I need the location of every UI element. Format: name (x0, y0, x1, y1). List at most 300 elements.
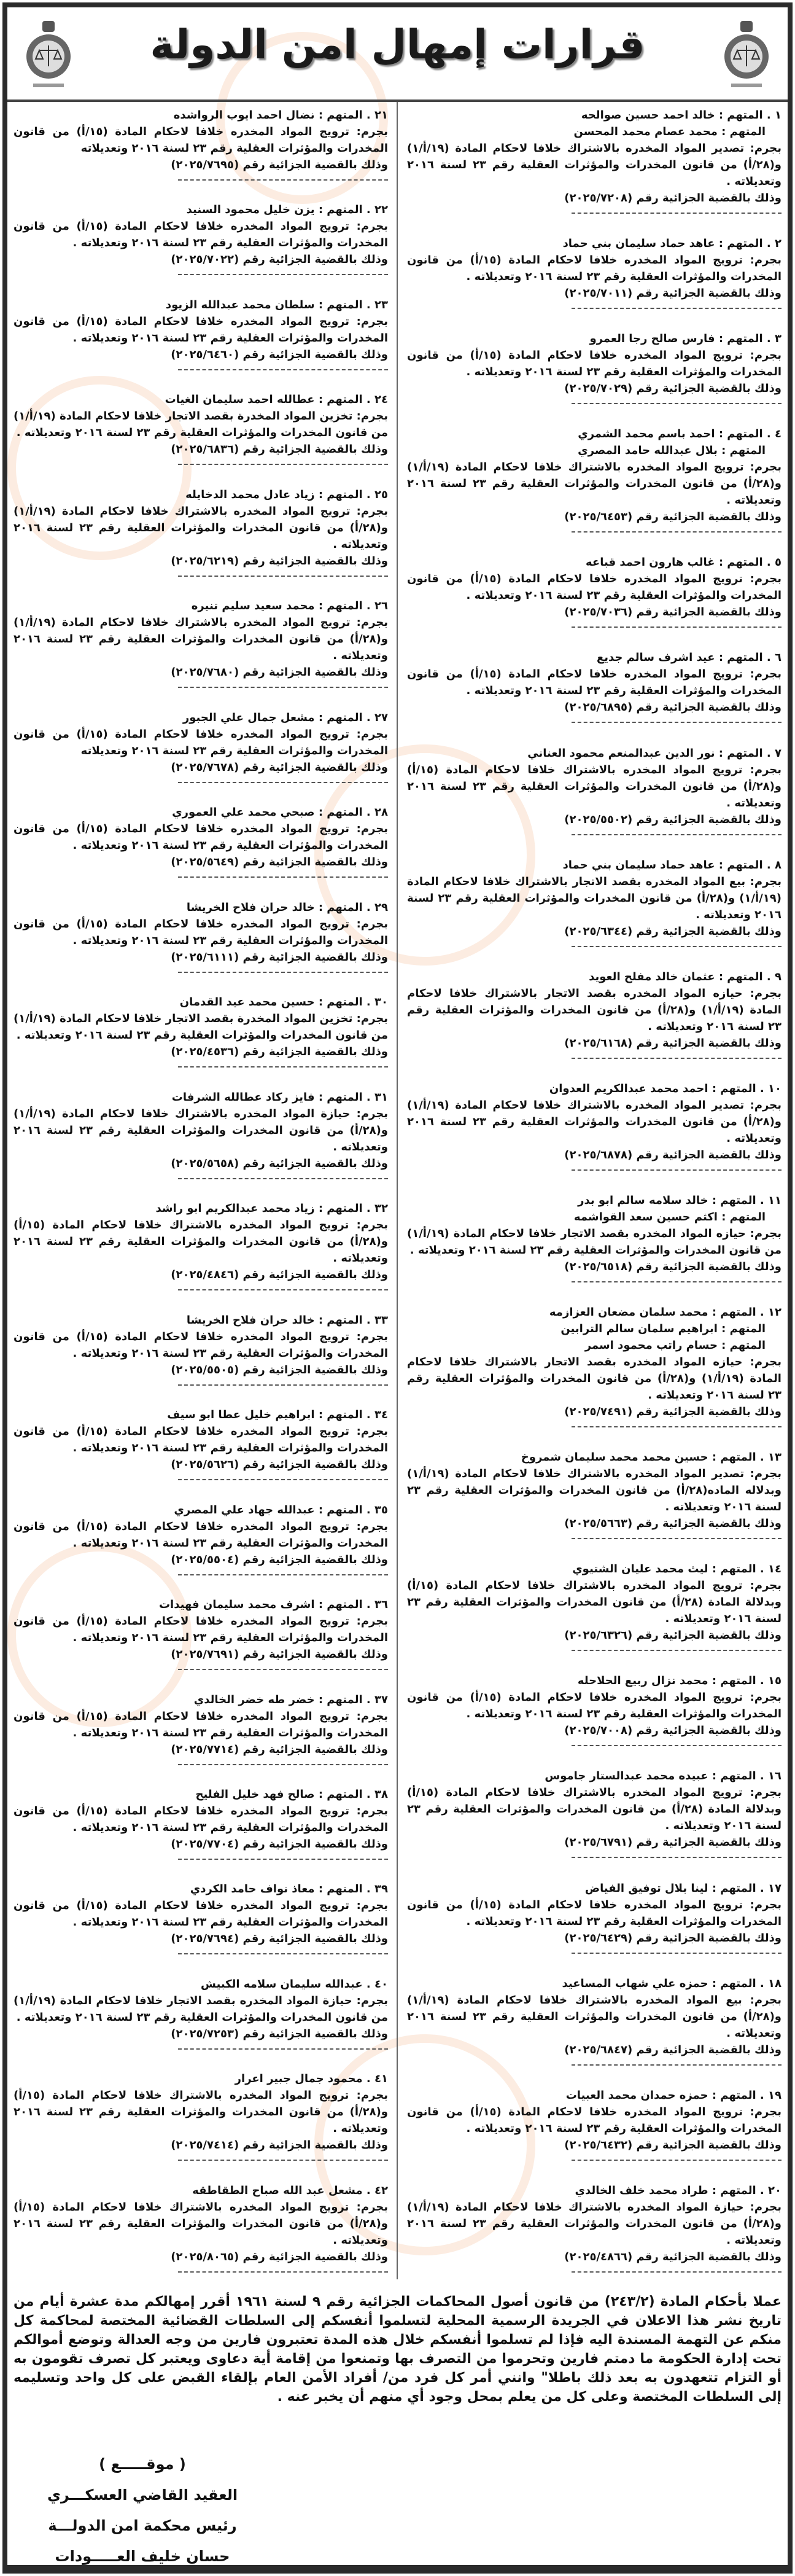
case-line (407, 380, 781, 397)
accused-name: المتهم : احمد باسم محمد الشمري (578, 427, 763, 441)
dashed-separator (572, 1953, 781, 1954)
accused-entry (407, 969, 781, 1061)
case-number: (٢٠٢٥/٧٧٠٤) (171, 1837, 239, 1851)
charge-text: بجرم: ترويج المواد المخدره خلافا لاحكام المادة (١٥/أ) من قانون المخدرات والمؤثرات العقلية رقم ٢٣ لسنة ٢٠١٦ وتعديلاته (14, 727, 388, 757)
case-number: (٢٠٢٥/٦٤٢٩) (564, 1931, 633, 1945)
accused-name: المتهم : لينا بلال توفيق الفياض (584, 1881, 756, 1895)
case-line (407, 1722, 781, 1739)
case-label: وذلك بالقضية الجزائية رقم (636, 382, 781, 396)
accused-entry (14, 1502, 388, 1578)
case-number: (٢٠٢٥/٥٦٥٨) (171, 1157, 239, 1170)
entry-number: ٣ . (763, 332, 781, 345)
accused-line (14, 2071, 388, 2087)
accused-entry (407, 649, 781, 725)
charge-text: بجرم: تصدير المواد المخدره بالاشتراك خلافا لاحكام المادة (١٩/أ/١) وبدلاله الماده(٢٨/أ) من قانون المخدرات والمؤثرات العقلية رقم ٢٣ لسنة ٢٠١٦ وتعديلاته . (407, 1467, 781, 1514)
case-line (407, 285, 781, 302)
case-number: (٢٠٢٥/٨٠٦٥) (171, 2250, 239, 2263)
case-number: (٢٠٢٥/٦٣٤٤) (564, 924, 633, 938)
accused-line (14, 1881, 388, 1897)
charge-text: بجرم: ترويج المواد المخدره خلافا لاحكام المادة (١٥/أ) من قانون المخدرات والمؤثرات العقلية رقم ٢٣ لسنة ٢٠١٦ وتعديلاته . (407, 254, 781, 284)
case-number: (٢٠٢٥/٦٤٦٠) (171, 348, 239, 361)
accused-name: المتهم : بلال عبدالله حامد المصري (578, 444, 766, 458)
accused-line (14, 1786, 388, 1803)
case-label: وذلك بالقضية الجزائية رقم (242, 1268, 388, 1282)
accused-name: المتهم : محمد سعيد سليم تنيره (191, 599, 363, 613)
case-label: وذلك بالقضية الجزائية رقم (242, 443, 388, 456)
dashed-separator (178, 1479, 388, 1480)
charge-text: بجرم: ترويج المواد المخدره خلافا لاحكام المادة (١٥/أ) من قانون المخدرات والمؤثرات العقلية رقم ٢٣ لسنة ٢٠١٦ وتعديلاته . (407, 1898, 781, 1928)
accused-name: المتهم : عاهد حماد سليمان بني حماد (562, 858, 763, 872)
case-line (407, 1147, 781, 1163)
case-line (407, 1403, 781, 1420)
accused-entry (407, 1768, 781, 1860)
case-label: وذلك بالقضية الجزائية رقم (636, 701, 781, 714)
dashed-separator (178, 782, 388, 783)
dashed-separator (178, 576, 388, 577)
entry-number: ١٠ . (756, 1082, 781, 1095)
entry-number: ٢٨ . (363, 806, 388, 819)
case-number: (٢٠٢٥/٧٤٩١) (564, 1405, 633, 1419)
dashed-separator (178, 1669, 388, 1670)
accused-name: المتهم : صالح فهد خليل الفليح (195, 1787, 363, 1801)
dashed-separator (572, 213, 781, 214)
charge-text: بجرم: ترويج المواد المخدره خلافا لاحكام المادة (١٥/أ) من قانون المخدرات والمؤثرات العقلية رقم ٢٣ لسنة ٢٠١٦ وتعديلاته . (14, 1899, 388, 1929)
accused-entry (14, 1692, 388, 1768)
case-number: (٢٠٢٥/٧٦٩١) (171, 1648, 239, 1661)
accused-line (14, 1692, 388, 1708)
case-label: وذلك بالقضية الجزائية رقم (242, 1157, 388, 1170)
dashed-separator (572, 946, 781, 947)
case-label: وذلك بالقضية الجزائية رقم (242, 1743, 388, 1756)
entry-number: ٣٤ . (363, 1408, 388, 1421)
case-label: وذلك بالقضية الجزائية رقم (242, 856, 388, 869)
charge-text: بجرم: تخزين المواد المخدرة بقصد الاتجار خلافا لاحكام المادة (١٩/أ/١) من قانون المخدرات والمؤثرات العقلية رقم ٢٣ لسنة ٢٠١٦ وتعديلاته . (14, 410, 388, 440)
accused-line (14, 1200, 388, 1217)
accused-entry (14, 2071, 388, 2163)
accused-name: محمود جمال جبير اعرار (235, 2072, 363, 2086)
case-label: وذلك بالقضية الجزائية رقم (636, 1405, 781, 1419)
case-line (14, 759, 388, 776)
column-divider (397, 102, 398, 2279)
dashed-separator (178, 1384, 388, 1386)
case-line (407, 1035, 781, 1052)
accused-line (14, 1312, 388, 1329)
entry-number: ٢١ . (363, 109, 388, 122)
accused-name: المتهم : محمد نزال ربيع الحلاحله (577, 1674, 756, 1688)
entry-number: ٢٣ . (363, 299, 388, 311)
accused-name: المتهم : طراد محمد خلف الخالدي (575, 2184, 756, 2197)
accused-line (407, 1192, 781, 1209)
accused-entry (14, 1881, 388, 1957)
accused-line (407, 554, 781, 571)
accused-entry (407, 2087, 781, 2163)
case-label: وذلك بالقضية الجزائية رقم (636, 1148, 781, 1161)
case-number: (٢٠٢٥/٧٠١١) (564, 287, 633, 300)
dashed-separator (178, 2048, 388, 2050)
entry-number: ١ . (763, 109, 781, 122)
entry-number: ٢ . (763, 237, 781, 250)
accused-line (407, 1321, 781, 1337)
accused-entry (407, 107, 781, 216)
case-label: وذلك بالقضية الجزائية رقم (636, 287, 781, 300)
accused-name: المتهم : عطالله احمد سليمان الغيات (165, 393, 363, 407)
case-label: وذلك بالقضية الجزائية رقم (636, 192, 781, 205)
accused-line (407, 107, 781, 123)
accused-name: المتهم : محمد سلمان مضعان العزازمه (549, 1306, 756, 1319)
charge-text: بجرم: ترويج المواد المخدره خلافا لاحكام المادة (١٥/أ) من قانون المخدرات والمؤثرات العقلية رقم ٢٣ لسنة ٢٠١٦ وتعديلاته . (14, 1615, 388, 1645)
entry-number: ٧ . (763, 747, 781, 760)
accused-line (14, 1976, 388, 1992)
charge-text: بجرم: ترويج المواد المخدره خلافا لاحكام المادة (١٥/أ) من قانون المخدرات والمؤثرات العقلية رقم ٢٣ لسنة ٢٠١٦ وتعديلاته . (14, 1330, 388, 1360)
case-label: وذلك بالقضية الجزائية رقم (636, 1260, 781, 1273)
case-line (407, 2042, 781, 2058)
accused-line (14, 107, 388, 123)
charge-text: بجرم: حيازه المواد المخدره بقصد الاتجار خلافا لاحكام المادة (١٩/أ/١) من قانون المخدرات والمؤثرات العقلية رقم ٢٣ لسنة ٢٠١٦ وتعديلاته . (407, 1227, 781, 1257)
case-number: (٢٠٢٥/٦٧٩١) (564, 1836, 633, 1849)
case-number: (٢٠٢٥/٦٨٧٨) (564, 1148, 633, 1161)
charge-text: بجرم: حيازة المواد المخدره بالاشتراك خلافا لاحكام المادة (١٩/أ/١) و(٢٨/أ) من قانون المخدرات والمؤثرات العقلية رقم ٢٣ لسنة ٢٠١٦ وتعديلاته . (407, 2200, 781, 2247)
case-number: (٢٠٢٥/٥٦٢٦) (171, 1458, 239, 1472)
entry-number: ٣٧ . (363, 1693, 388, 1706)
case-number: (٢٠٢٥/٤٨٤٦) (171, 1268, 239, 1282)
case-number: (٢٠٢٥/٧٦٧٨) (171, 760, 239, 774)
case-label: وذلك بالقضية الجزائية رقم (636, 1629, 781, 1642)
accused-name: المتهم : خضر طه خضر الخالدي (193, 1693, 363, 1706)
case-label: وذلك بالقضية الجزائية رقم (242, 2139, 388, 2152)
dashed-separator (572, 2271, 781, 2273)
accused-entry (14, 804, 388, 880)
accused-line (14, 1407, 388, 1423)
case-line (407, 2137, 781, 2153)
accused-entry (407, 857, 781, 950)
case-line (14, 346, 388, 363)
accused-name: المتهم : حمزه حمدان محمد العبيات (565, 2088, 756, 2102)
accused-name: عبدالله سليمان سلامه الكبيش (201, 1977, 363, 1991)
accused-entry (14, 994, 388, 1070)
case-line (14, 251, 388, 268)
dashed-separator (178, 369, 388, 370)
case-number: (٢٠٢٥/٧٧١٤) (171, 1743, 239, 1756)
accused-line (407, 1672, 781, 1689)
charge-text: بجرم: ترويج المواد المخدره خلافا لاحكام المادة (١٥/أ) من قانون المخدرات والمؤثرات العقلية رقم ٢٣ لسنة ٢٠١٦ وتعديلاته . (14, 314, 388, 345)
dashed-separator (178, 2160, 388, 2161)
case-line (14, 1551, 388, 1568)
accused-entry (14, 1596, 388, 1672)
accused-line (407, 1080, 781, 1097)
case-label: وذلك بالقضية الجزائية رقم (636, 1724, 781, 1738)
charge-text: بجرم: حيازة المواد المخدره بقصد الاتجار خلافا لاحكام المادة (١٩/أ/١) من قانون المخدرات والمؤثرات العقلية رقم ٢٣ لسنة ٢٠١٦ وتعديلاته . (14, 1994, 388, 2024)
charge-text: بجرم: حيازة المواد المخدره بالاشتراك خلافا لاحكام المادة (١٩/أ/١) و(٢٨/أ) من قانون المخدرات والمؤثرات العقلية رقم ٢٣ لسنة ٢٠١٦ وتعديلاته . (14, 1107, 388, 1153)
case-line (407, 190, 781, 206)
entries-column-left (14, 107, 388, 2275)
signer-rank: العقيد القاضي العسكـــري (47, 2486, 238, 2504)
entry-number: ١٨ . (756, 1977, 781, 1990)
case-label: وذلك بالقضية الجزائية رقم (636, 2138, 781, 2152)
entry-number: ١٥ . (756, 1674, 781, 1687)
accused-name: المتهم : عيد اشرف سالم جديع (596, 651, 763, 665)
accused-line (14, 1089, 388, 1106)
accused-entry (407, 745, 781, 838)
entry-number: ٤ . (763, 427, 781, 440)
dashed-separator (178, 1289, 388, 1290)
case-label: وذلك بالقضية الجزائية رقم (242, 1553, 388, 1566)
accused-name: المتهم : خالد حران فلاح الخريشا (186, 1313, 363, 1327)
dashed-separator (572, 722, 781, 723)
accused-name: المتهم : خالد حران فلاح الخريشا (186, 900, 363, 914)
case-label: وذلك بالقضية الجزائية رقم (242, 1837, 388, 1851)
case-number: (٢٠٢٥/٦١٦٨) (564, 1036, 633, 1050)
accused-name: المتهم : زياد عادل محمد الدخايله (185, 488, 363, 501)
dashed-separator (572, 1857, 781, 1858)
accused-entry (407, 1880, 781, 1956)
case-number: (٢٠٢٥/٧٦٩٤) (171, 1932, 239, 1946)
charge-text: بجرم: ترويج المواد المخدره بالاشتراك خلافا لاحكام المادة (١٥/أ) و(٢٨/أ) من قانون المخدرات والمؤثرات العقلية رقم ٢٣ لسنة ٢٠١٦ وتعديلاته . (14, 2089, 388, 2136)
accused-entry (407, 1561, 781, 1653)
signed-mark: ( موقـــــع ) (99, 2456, 186, 2473)
case-line (14, 664, 388, 681)
charge-text: بجرم: حيازه المواد المخدره بقصد الاتجار بالاشتراك خلافا لاحكام المادة (١٩/أ/١) و(٢٨/أ) من قانون المخدرات والمؤثرات العقلية رقم ٢٣ لسنة ٢٠١٦ وتعديلاته . (407, 1356, 781, 1402)
accused-name: المتهم : زياد محمد عبدالكريم ابو راشد (155, 1202, 363, 1216)
accused-name: المتهم : يزن خليل محمود السنيد (186, 203, 363, 217)
charge-text: بجرم: بيع المواد المخدره بالاشتراك خلافا لاحكام المادة (١٩/أ/١) و(٢٨/أ) من قانون المخدرات والمؤثرات العقلية رقم ٢٣ لسنة ٢٠١٦ وتعديلاته . (407, 1993, 781, 2040)
entry-number: ٥ . (763, 556, 781, 569)
accused-entry (14, 1786, 388, 1862)
accused-line (407, 442, 781, 459)
accused-entry (14, 1407, 388, 1483)
dashed-separator (572, 1426, 781, 1427)
accused-name: المتهم : ليث محمد عليان الشتيوي (572, 1563, 756, 1576)
entry-number: ٣٩ . (363, 1883, 388, 1895)
case-label: وذلك بالقضية الجزائية رقم (242, 666, 388, 679)
accused-line (407, 1337, 781, 1354)
accused-entry (407, 1672, 781, 1749)
case-line (14, 1044, 388, 1060)
accused-line (14, 297, 388, 313)
accused-line (14, 201, 388, 218)
legal-notice: عملا بأحكام المادة (٢٤٣/٢) من قانون أصول المحاكمات الجزائية رقم ٩ لسنة ١٩٦١ أقرر إمهالكم مدة عشرة أيام من تاريخ نشر هذا الاعلان في الجريدة الرسمية المحلية لتسلموا أنفسكم إلى السلطات القضائية المختصة لمحاكمة كل منكم عن التهمة المسندة اليه فإذا لم تسلموا أنفسكم خلال هذه المدة تعتبرون فارين من وجه العدالة وتوضع أموالكم تحت إدارة الحكومة ما دمتم فارين وتحرموا من التصرف بها وتمنعوا من إقامة أية دعاوى ويعتبر كل تصرف تقومون به أو التزام تتعهدون به بعد ذلك باطلا" وانني أمر كل فرد من/ أفراد الأمن العام بإلقاء القبض على كل واحد وتسليمه إلى السلطات المختصة وعلى كل من يعلم بمحل وجود أي منهم أن يخبر عنه . (14, 2294, 781, 2405)
entry-number: ١٩ . (756, 2089, 781, 2102)
entry-number: ٣١ . (363, 1091, 388, 1104)
accused-name: المتهم : ابراهيم خليل عطا ابو سيف (167, 1408, 363, 1422)
case-line (407, 1515, 781, 1532)
case-label: وذلك بالقضية الجزائية رقم (242, 2027, 388, 2040)
charge-text: بجرم: ترويج المواد المخدره خلافا لاحكام المادة (١٥/أ) من قانون المخدرات والمؤثرات العقلية رقم ٢٣ لسنة ٢٠١٦ وتعديلاته . (407, 2105, 781, 2135)
accused-entry (14, 1976, 388, 2052)
accused-line (407, 1768, 781, 1784)
dashed-separator (572, 403, 781, 404)
accused-entry (14, 297, 388, 373)
case-label: وذلك بالقضية الجزائية رقم (636, 510, 781, 524)
case-number: (٢٠٢٥/٦١١١) (171, 950, 239, 964)
accused-line (14, 2182, 388, 2199)
accused-entry (407, 330, 781, 407)
charge-text: بجرم: ترويج المواد المخدره خلافا لاحكام المادة (١٥/أ) من قانون المخدرات والمؤثرات العقلية رقم ٢٣ لسنة ٢٠١٦ وتعديلاته . (407, 349, 781, 379)
case-label: وذلك بالقضية الجزائية رقم (242, 253, 388, 267)
case-number: (٢٠٢٥/٦٢١٩) (171, 554, 239, 568)
accused-name: المتهم : معاذ نواف حامد الكردي (190, 1883, 363, 1896)
accused-line (407, 745, 781, 762)
case-line (14, 1155, 388, 1172)
case-line (407, 923, 781, 940)
accused-name: المتهم : حسين محمد عيد القدمان (179, 996, 363, 1009)
entry-number: ٢٧ . (363, 711, 388, 724)
charge-text: بجرم: ترويج المواد المخدره خلافا لاحكام المادة (١٥/أ) من قانون المخدرات والمؤثرات العقلية رقم ٢٣ لسنة ٢٠١٦ وتعديلاته . (14, 220, 388, 250)
charge-text: بجرم: ترويج المواد المخدره خلافا لاحكام المادة (١٥/أ) من قانون المخدرات والمؤثرات العقلية رقم ٢٣ لسنة ٢٠١٦ وتعديلاته . (14, 1520, 388, 1550)
case-line (14, 1930, 388, 1947)
charge-text: بجرم: ترويج المواد المخدره خلافا لاحكام المادة (١٥/أ) من قانون المخدرات والمؤثرات العقلية رقم ٢٣ لسنة ٢٠١٦ وتعديلاته . (14, 822, 388, 853)
accused-line (407, 2087, 781, 2104)
case-number: (٢٠٢٥/٦٨٤٧) (564, 2043, 633, 2056)
charge-text: بجرم: ترويج المواد المخدره خلافا لاحكام المادة (١٥/أ) من قانون المخدرات والمؤثرات العقلية رقم ٢٣ لسنة ٢٠١٦ وتعديلاته . (14, 1425, 388, 1455)
signer-title: رئيس محكمة امن الدولـــة (48, 2517, 237, 2534)
accused-line (407, 1449, 781, 1466)
dashed-separator (572, 834, 781, 835)
accused-name: المتهم : محمد عصام محمد المحسن (573, 125, 766, 138)
case-label: وذلك بالقضية الجزائية رقم (636, 1517, 781, 1531)
entry-number: ٢٦ . (363, 599, 388, 612)
accused-entry (14, 201, 388, 278)
case-number: (٢٠٢٥/٧٢٠٨) (564, 192, 633, 205)
accused-name: المتهم : اكثم حسين سعد القواشمه (573, 1210, 766, 1224)
accused-line (407, 1880, 781, 1897)
case-label: وذلك بالقضية الجزائية رقم (242, 1648, 388, 1661)
charge-text: بجرم: ترويج المواد المخدره خلافا لاحكام المادة (١٥/أ) من قانون المخدرات والمؤثرات العقلية رقم ٢٣ لسنة ٢٠١٦ وتعديلاته (14, 125, 388, 155)
accused-line (407, 1209, 781, 1225)
charge-text: بجرم: ترويج المواد المخدره خلافا لاحكام المادة (١٥/أ) من قانون المخدرات والمؤثرات العقلية رقم ٢٣ لسنة ٢٠١٦ وتعديلاته . (407, 1691, 781, 1721)
case-number: (٢٠٢٥/٦٨٣٦) (171, 443, 239, 456)
accused-entry (407, 235, 781, 311)
case-number: (٢٠٢٥/٦٨٩٥) (564, 701, 633, 714)
entry-number: ٨ . (763, 859, 781, 872)
case-line (14, 1741, 388, 1758)
accused-name: المتهم : اشرف محمد سليمان فهيدات (158, 1598, 363, 1612)
accused-name: مشعل عبد الله صباح الطقاطقه (192, 2184, 363, 2197)
entry-number: ٢٩ . (363, 901, 388, 914)
charge-text: بجرم: بيع المواد المخدره بقصد الاتجار بالاشتراك خلافا لاحكام المادة (١٩/أ/١) و(٢٨/أ) من قانون المخدرات والمؤثرات العقلية رقم ٢٣ لسنة ٢٠١٦ وتعديلاته . (407, 875, 781, 921)
accused-name: المتهم : عاهد حماد سليمان بني حماد (562, 237, 763, 251)
accused-entry (407, 1449, 781, 1542)
charge-text: بجرم: ترويج المواد المخدره خلافا لاحكام المادة (١٥/أ) من قانون المخدرات والمؤثرات العقلية رقم ٢٣ لسنة ٢٠١٦ وتعديلاته . (14, 1709, 388, 1739)
entry-number: ٢٢ . (363, 203, 388, 216)
accused-name: المتهم : فايز ركاد عطالله الشرفات (171, 1090, 363, 1104)
accused-line (14, 994, 388, 1010)
accused-line (407, 330, 781, 347)
accused-line (407, 123, 781, 140)
case-line (14, 553, 388, 569)
dashed-separator (572, 1745, 781, 1746)
case-line (407, 1259, 781, 1275)
accused-line (14, 899, 388, 916)
dashed-separator (572, 1058, 781, 1059)
charge-text: بجرم: ترويج المواد المخدره خلافا لاحكام المادة (١٥/أ) من قانون المخدرات والمؤثرات العقلية رقم ٢٣ لسنة ٢٠١٦ وتعديلاته . (407, 668, 781, 698)
accused-line (14, 598, 388, 614)
case-number: (٢٠٢٥/٧٠٣٦) (564, 606, 633, 619)
accused-line (14, 486, 388, 503)
accused-line (407, 649, 781, 666)
case-line (14, 949, 388, 966)
accused-line (407, 1561, 781, 1577)
accused-entry (407, 1304, 781, 1430)
case-label: وذلك بالقضية الجزائية رقم (242, 554, 388, 568)
case-line (14, 854, 388, 870)
accused-entry (14, 1089, 388, 1182)
entry-number: ٢٤ . (363, 393, 388, 406)
case-label: وذلك بالقضية الجزائية رقم (636, 1836, 781, 1849)
charge-text: بجرم: ترويج المواد المخدره بالاشتراك خلافا لاحكام المادة (١٥/أ) وبدلالة المادة (٢٨/أ) من قانون المخدرات والمؤثرات العقلية رقم ٢٣ لسنة ٢٠١٦ وتعديلاته . (407, 1786, 781, 1833)
accused-entry (407, 426, 781, 535)
accused-name: المتهم : حمزه علي شهاب المساعيد (562, 1977, 756, 1990)
accused-line (407, 1975, 781, 1992)
accused-line (407, 857, 781, 873)
accused-line (407, 2182, 781, 2199)
case-line (407, 811, 781, 828)
accused-entry (407, 1192, 781, 1285)
accused-entry (14, 391, 388, 467)
case-label: وذلك بالقضية الجزائية رقم (242, 158, 388, 171)
case-label: وذلك بالقضية الجزائية رقم (242, 2250, 388, 2263)
case-number: (٢٠٢٥/٥٥٠٤) (171, 1553, 239, 1566)
case-label: وذلك بالقضية الجزائية رقم (242, 1045, 388, 1059)
case-line (407, 1627, 781, 1644)
accused-name: المتهم : سلطان محمد عبدالله الزيود (165, 298, 363, 311)
case-line (407, 699, 781, 716)
accused-entry (14, 709, 388, 786)
dashed-separator (178, 1178, 388, 1179)
entry-number: ٢٥ . (363, 488, 388, 501)
accused-name: المتهم : صبحي محمد علي العموري (172, 806, 363, 819)
case-line (14, 157, 388, 173)
case-line (407, 1930, 781, 1946)
page-header (7, 7, 788, 102)
accused-name: المتهم : نضال احمد ايوب الرواشده (173, 109, 363, 122)
entry-number: ١٤ . (756, 1563, 781, 1575)
charge-text: بجرم: تصدير المواد المخدره بالاشتراك خلافا لاحكام المادة (١٩/أ/١) و(٢٨/أ) من قانون المخدرات والمؤثرات العقلية رقم ٢٣ لسنة ٢٠١٦ وتعديلاته . (407, 142, 781, 188)
accused-entry (14, 598, 388, 690)
dashed-separator (178, 972, 388, 973)
accused-entry (407, 1080, 781, 1173)
case-label: وذلك بالقضية الجزائية رقم (242, 1363, 388, 1376)
entry-number: ١١ . (756, 1194, 781, 1207)
case-number: (٢٠٢٥/٤٨٦٦) (564, 2250, 633, 2263)
dashed-separator (572, 2160, 781, 2161)
accused-name: المتهم : عبدالله جهاد علي المصري (174, 1503, 363, 1516)
case-label: وذلك بالقضية الجزائية رقم (242, 1932, 388, 1946)
dashed-separator (178, 1953, 388, 1954)
charge-text: بجرم: ترويج المواد المخدره بالاشتراك خلافا لاحكام المادة (١٥/أ) وبدلالة المادة (٢٨/أ) من قانون المخدرات والمؤثرات العقلية رقم ٢٣ لسنة ٢٠١٦ وتعديلاته . (407, 1579, 781, 1626)
case-label: وذلك بالقضية الجزائية رقم (242, 1458, 388, 1472)
case-number: (٢٠٢٥/٧٠٠٨) (564, 1724, 633, 1738)
case-number: (٢٠٢٥/٦٤٥٣) (564, 510, 633, 524)
court-emblem-icon (719, 18, 774, 92)
entry-number: ٣٦ . (363, 1598, 388, 1611)
accused-name: المتهم : مشعل جمال علي الجبور (182, 711, 363, 724)
dashed-separator (572, 1538, 781, 1539)
dashed-separator (178, 179, 388, 181)
charge-text: بجرم: حيازه المواد المخدره بقصد الاتجار بالاشتراك خلافا لاحكام المادة (١٩/أ/١) و(٢٨/أ) من قانون المخدرات والمؤثرات العقلية رقم ٢٣ لسنة ٢٠١٦ وتعديلاته . (407, 986, 781, 1033)
case-label: وذلك بالقضية الجزائية رقم (636, 1931, 781, 1945)
entries-column-right (407, 107, 781, 2275)
accused-name: المتهم : خالد احمد حسين صوالحه (581, 109, 763, 122)
charge-text: بجرم: ترويج المواد المخدره بالاشتراك خلافا لاحكام المادة (١٩/أ/١) و(٢٨/أ) من قانون المخدرات والمؤثرات العقلية رقم ٢٣ لسنة ٢٠١٦ وتعديلاته . (407, 461, 781, 507)
accused-line (407, 1304, 781, 1321)
case-number: (٢٠٢٥/٥٦٤٩) (171, 856, 239, 869)
accused-entry (14, 1312, 388, 1388)
case-label: وذلك بالقضية الجزائية رقم (242, 348, 388, 361)
entry-number: ٣٥ . (363, 1504, 388, 1516)
entry-number: ١٧ . (756, 1882, 781, 1895)
case-number: (٢٠٢٥/٧٤١٤) (171, 2139, 239, 2152)
dashed-separator (178, 274, 388, 275)
